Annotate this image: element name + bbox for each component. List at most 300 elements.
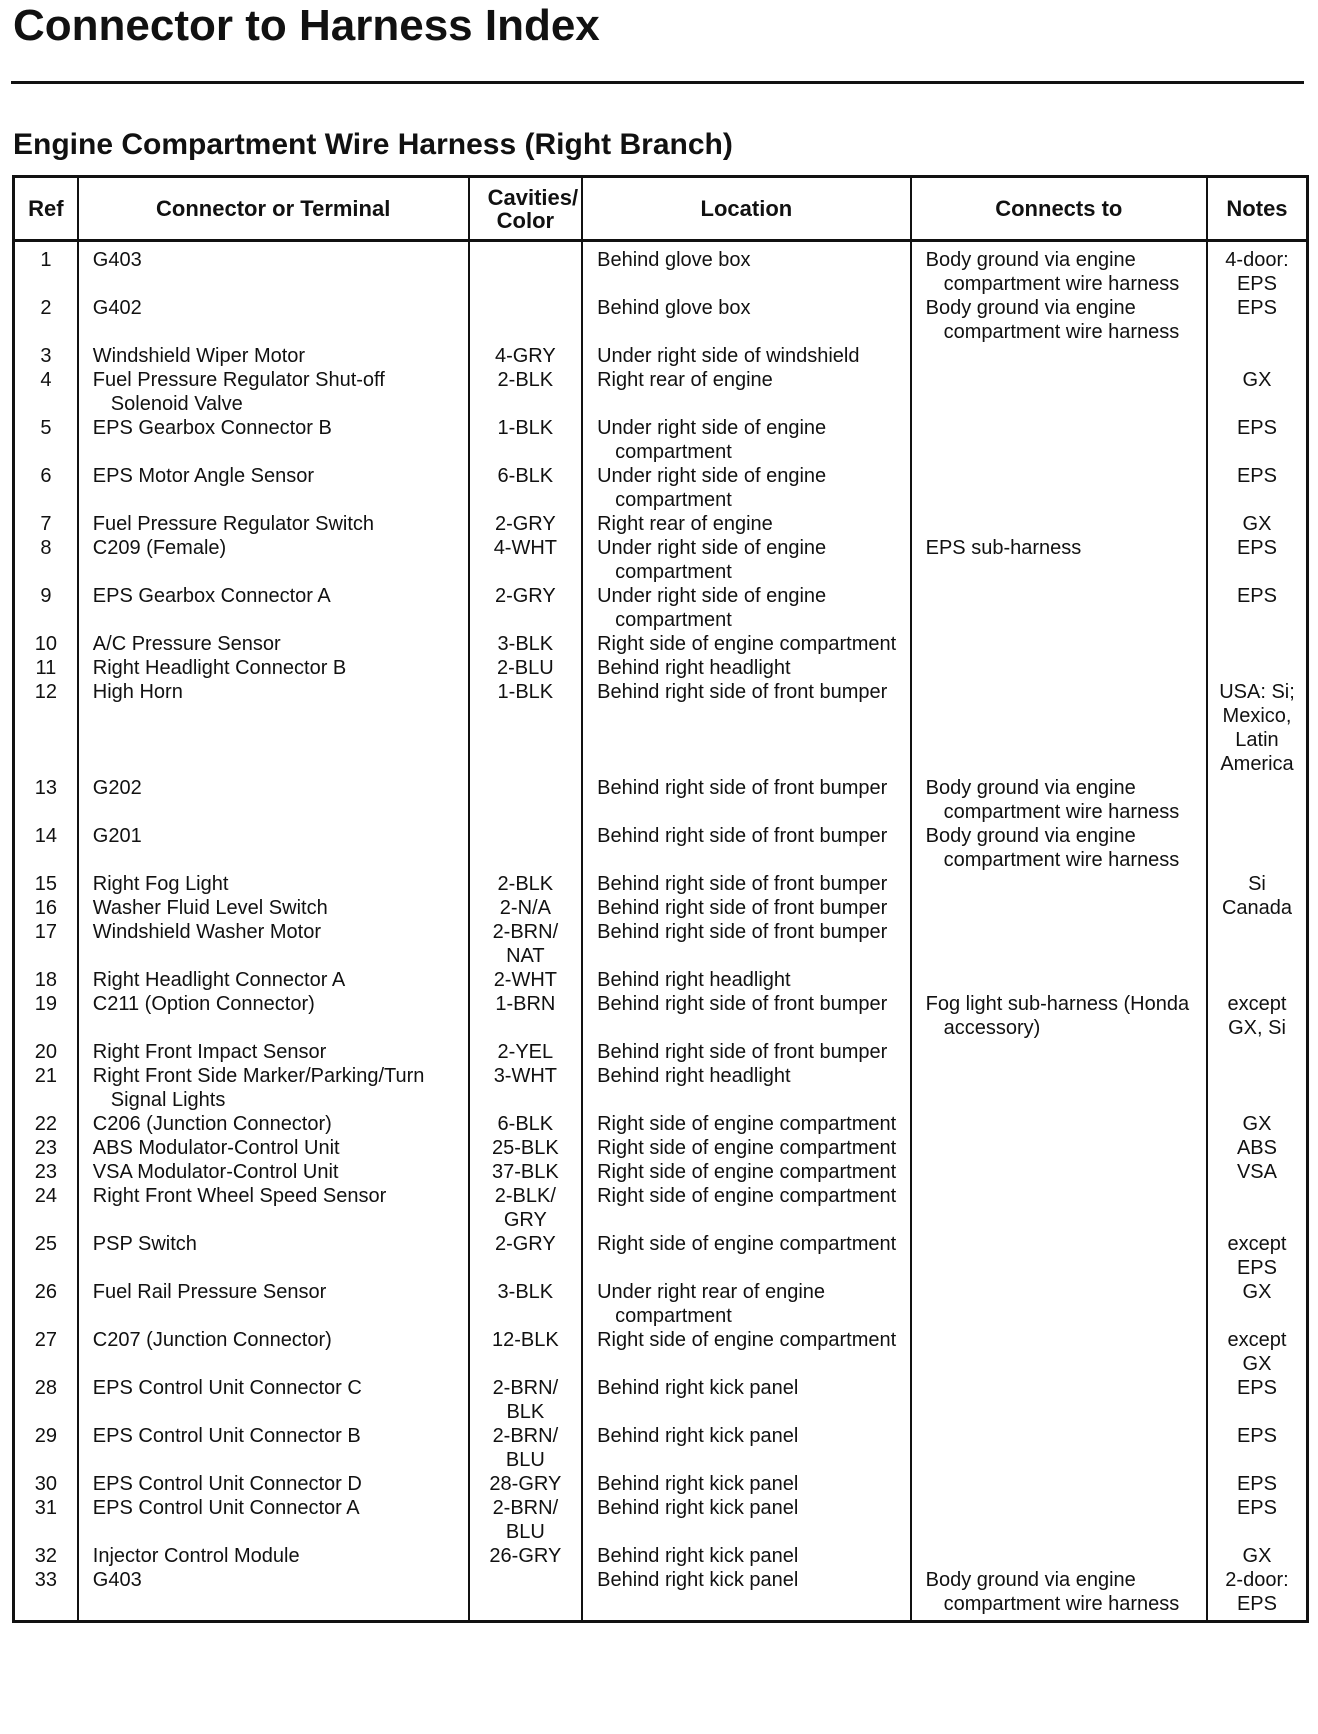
row-location xyxy=(582,992,911,1040)
row-connector-text: EPS Gearbox Connector B xyxy=(92,417,332,439)
row-location-text: Behind right side of front bumper xyxy=(597,1041,888,1063)
row-ref-text: 1 xyxy=(40,249,52,271)
row-notes-text: GX xyxy=(1242,1281,1272,1303)
row-location xyxy=(582,241,911,297)
table-row xyxy=(14,680,1308,776)
row-cavities xyxy=(469,1160,583,1184)
table-row xyxy=(14,1064,1308,1112)
row-location-text: Under right side of engine compartment xyxy=(597,537,827,583)
row-connector xyxy=(78,1496,469,1544)
row-location xyxy=(582,1568,911,1622)
row-ref xyxy=(14,1544,78,1568)
row-ref-text: 32 xyxy=(34,1545,58,1567)
row-connector xyxy=(78,1424,469,1472)
row-connector xyxy=(78,1472,469,1496)
row-connects-to xyxy=(911,1544,1207,1568)
row-ref xyxy=(14,1232,78,1280)
row-cavities-text: 37-BLK xyxy=(491,1161,559,1183)
row-location xyxy=(582,968,911,992)
row-notes xyxy=(1207,368,1308,416)
row-connector xyxy=(78,1184,469,1232)
header-cavities: Cavities/ Color xyxy=(469,177,583,241)
row-connector xyxy=(78,920,469,968)
row-location xyxy=(582,416,911,464)
row-notes xyxy=(1207,1040,1308,1064)
row-location xyxy=(582,368,911,416)
row-notes-text: GX xyxy=(1242,513,1272,535)
row-notes-text: EPS xyxy=(1236,417,1277,439)
row-connector-text: EPS Gearbox Connector A xyxy=(92,585,331,607)
row-cavities xyxy=(469,920,583,968)
row-ref xyxy=(14,241,78,297)
row-cavities-text: 3-WHT xyxy=(493,1065,558,1087)
row-cavities-text: 2-BLU xyxy=(497,657,554,679)
row-connector-text: C211 (Option Connector) xyxy=(92,993,315,1015)
row-connects-to xyxy=(911,920,1207,968)
row-cavities xyxy=(469,1112,583,1136)
page-title: Connector to Harness Index xyxy=(13,1,600,50)
row-connects-to xyxy=(911,656,1207,680)
table-row xyxy=(14,464,1308,512)
row-connector-text: EPS Control Unit Connector B xyxy=(92,1425,361,1447)
row-notes xyxy=(1207,464,1308,512)
table-row xyxy=(14,584,1308,632)
header-row xyxy=(14,177,1308,241)
row-cavities-text: 4-GRY xyxy=(494,345,556,367)
row-ref-text: 3 xyxy=(40,345,52,367)
row-notes-text: EPS xyxy=(1236,537,1277,559)
row-location-text: Right side of engine compartment xyxy=(597,1329,897,1351)
row-location-text: Right side of engine compartment xyxy=(597,1137,897,1159)
row-connector-text: Right Headlight Connector B xyxy=(92,657,347,679)
row-connects-to xyxy=(911,584,1207,632)
table-row xyxy=(14,1160,1308,1184)
row-location-text: Under right rear of engine compartment xyxy=(597,1281,826,1327)
row-ref-text: 28 xyxy=(34,1377,58,1399)
row-location xyxy=(582,1280,911,1328)
row-ref xyxy=(14,464,78,512)
row-ref xyxy=(14,344,78,368)
row-ref-text: 21 xyxy=(34,1065,58,1087)
row-connects-to xyxy=(911,968,1207,992)
row-cavities-text: 2-GRY xyxy=(494,513,556,535)
row-location-text: Behind right kick panel xyxy=(597,1473,799,1495)
row-ref-text: 14 xyxy=(34,825,58,847)
row-cavities-text: 3-BLK xyxy=(497,1281,554,1303)
row-ref-text: 27 xyxy=(34,1329,58,1351)
row-connector-text: EPS Control Unit Connector C xyxy=(92,1377,362,1399)
row-location xyxy=(582,296,911,344)
row-connector xyxy=(78,1568,469,1622)
row-ref-text: 9 xyxy=(40,585,52,607)
row-cavities xyxy=(469,656,583,680)
row-connects-to xyxy=(911,632,1207,656)
row-connector-text: Right Front Side Marker/Parking/Turn Signal Lights xyxy=(92,1065,425,1111)
row-cavities xyxy=(469,512,583,536)
row-ref xyxy=(14,1112,78,1136)
row-connects-to xyxy=(911,872,1207,896)
row-notes xyxy=(1207,1424,1308,1472)
row-connects-to xyxy=(911,1376,1207,1424)
row-location xyxy=(582,1160,911,1184)
row-cavities-text: 25-BLK xyxy=(491,1137,559,1159)
row-connects-to-text: Body ground via engine compartment wire harness xyxy=(925,1569,1180,1615)
table-row xyxy=(14,1184,1308,1232)
row-connector-text: EPS Motor Angle Sensor xyxy=(92,465,315,487)
row-ref xyxy=(14,1184,78,1232)
table-row xyxy=(14,656,1308,680)
row-connects-to xyxy=(911,1184,1207,1232)
table-row xyxy=(14,920,1308,968)
row-notes xyxy=(1207,992,1308,1040)
row-location xyxy=(582,536,911,584)
row-notes-text: except EPS xyxy=(1227,1233,1287,1279)
header-ref: Ref xyxy=(14,177,78,241)
row-ref xyxy=(14,632,78,656)
row-cavities-text: 2-BRN/ NAT xyxy=(492,921,559,967)
row-location-text: Behind right side of front bumper xyxy=(597,897,888,919)
row-location xyxy=(582,1376,911,1424)
row-connects-to xyxy=(911,416,1207,464)
row-cavities xyxy=(469,1568,583,1622)
row-connects-to xyxy=(911,1040,1207,1064)
row-ref xyxy=(14,992,78,1040)
row-connector-text: High Horn xyxy=(92,681,183,703)
row-cavities xyxy=(469,1280,583,1328)
row-connects-to xyxy=(911,368,1207,416)
row-cavities xyxy=(469,536,583,584)
row-notes xyxy=(1207,824,1308,872)
row-location-text: Under right side of windshield xyxy=(597,345,860,367)
row-location-text: Under right side of engine compartment xyxy=(597,465,827,511)
row-notes xyxy=(1207,776,1308,824)
row-ref-text: 2 xyxy=(40,297,52,319)
row-connector xyxy=(78,512,469,536)
row-location xyxy=(582,1136,911,1160)
row-connector xyxy=(78,584,469,632)
row-notes-text: EPS xyxy=(1236,1473,1277,1495)
row-ref-text: 10 xyxy=(34,633,58,655)
table-row xyxy=(14,416,1308,464)
row-notes xyxy=(1207,1280,1308,1328)
row-cavities-text: 26-GRY xyxy=(489,1545,562,1567)
header-location: Location xyxy=(582,177,911,241)
row-location-text: Right side of engine compartment xyxy=(597,1161,897,1183)
row-ref xyxy=(14,536,78,584)
row-ref xyxy=(14,1568,78,1622)
row-connector-text: ABS Modulator-Control Unit xyxy=(92,1137,340,1159)
row-ref-text: 20 xyxy=(34,1041,58,1063)
row-cavities xyxy=(469,1472,583,1496)
row-connector xyxy=(78,1328,469,1376)
table-row xyxy=(14,896,1308,920)
row-ref xyxy=(14,512,78,536)
row-location xyxy=(582,1424,911,1472)
row-notes xyxy=(1207,680,1308,776)
title-divider xyxy=(11,81,1304,84)
row-location-text: Behind right kick panel xyxy=(597,1497,799,1519)
row-cavities-text: 2-WHT xyxy=(493,969,558,991)
row-ref-text: 5 xyxy=(40,417,52,439)
row-notes xyxy=(1207,1328,1308,1376)
row-connects-to xyxy=(911,1328,1207,1376)
table-row xyxy=(14,1472,1308,1496)
row-connector-text: Fuel Rail Pressure Sensor xyxy=(92,1281,327,1303)
row-location-text: Behind right kick panel xyxy=(597,1377,799,1399)
table-row xyxy=(14,968,1308,992)
table-row xyxy=(14,1136,1308,1160)
table-row xyxy=(14,1280,1308,1328)
row-connects-to xyxy=(911,1112,1207,1136)
table-row xyxy=(14,1496,1308,1544)
table-row xyxy=(14,632,1308,656)
row-notes xyxy=(1207,656,1308,680)
row-notes xyxy=(1207,1136,1308,1160)
row-connector xyxy=(78,241,469,297)
row-connects-to xyxy=(911,536,1207,584)
row-cavities xyxy=(469,1040,583,1064)
row-ref xyxy=(14,296,78,344)
row-connector-text: Fuel Pressure Regulator Switch xyxy=(92,513,375,535)
row-ref-text: 4 xyxy=(40,369,52,391)
table-row xyxy=(14,1424,1308,1472)
row-connector xyxy=(78,1160,469,1184)
row-cavities xyxy=(469,1328,583,1376)
row-ref-text: 31 xyxy=(34,1497,58,1519)
row-ref-text: 30 xyxy=(34,1473,58,1495)
row-notes-text: GX xyxy=(1242,1545,1272,1567)
row-cavities xyxy=(469,368,583,416)
row-location xyxy=(582,1472,911,1496)
row-location-text: Right side of engine compartment xyxy=(597,1185,897,1207)
row-ref xyxy=(14,776,78,824)
row-connects-to-text: EPS sub-harness xyxy=(925,537,1082,559)
row-location xyxy=(582,776,911,824)
row-ref xyxy=(14,1424,78,1472)
row-location-text: Behind glove box xyxy=(597,297,751,319)
row-connector xyxy=(78,656,469,680)
row-connector xyxy=(78,1136,469,1160)
row-connector-text: Injector Control Module xyxy=(92,1545,300,1567)
row-connector-text: Windshield Wiper Motor xyxy=(92,345,306,367)
row-notes xyxy=(1207,968,1308,992)
row-notes-text: 4-door: EPS xyxy=(1225,249,1289,295)
row-connects-to xyxy=(911,1136,1207,1160)
row-location xyxy=(582,872,911,896)
row-cavities xyxy=(469,632,583,656)
row-cavities xyxy=(469,416,583,464)
row-cavities xyxy=(469,464,583,512)
row-connects-to-text: Body ground via engine compartment wire harness xyxy=(925,297,1180,343)
table-row xyxy=(14,1328,1308,1376)
row-ref xyxy=(14,1496,78,1544)
row-connector xyxy=(78,536,469,584)
row-cavities xyxy=(469,680,583,776)
row-notes-text: Si xyxy=(1248,873,1266,895)
row-connects-to xyxy=(911,1280,1207,1328)
row-connector xyxy=(78,1040,469,1064)
row-notes xyxy=(1207,512,1308,536)
row-cavities xyxy=(469,1376,583,1424)
row-connects-to-text: Body ground via engine compartment wire harness xyxy=(925,249,1180,295)
row-connector-text: G402 xyxy=(92,297,142,319)
row-location-text: Behind right side of front bumper xyxy=(597,921,888,943)
row-cavities xyxy=(469,1496,583,1544)
row-cavities-text: 4-WHT xyxy=(493,537,558,559)
row-location xyxy=(582,896,911,920)
row-cavities-text: 2-BRN/ BLU xyxy=(492,1425,559,1471)
row-cavities-text: 2-BRN/ BLU xyxy=(492,1497,559,1543)
row-cavities xyxy=(469,824,583,872)
row-ref xyxy=(14,1040,78,1064)
row-notes-text: EPS xyxy=(1236,585,1277,607)
row-location xyxy=(582,1040,911,1064)
row-ref-text: 25 xyxy=(34,1233,58,1255)
row-notes-text: USA: Si; Mexico, Latin America xyxy=(1219,681,1295,775)
row-connector-text: Right Fog Light xyxy=(92,873,229,895)
row-notes-text: 2-door: EPS xyxy=(1225,1569,1289,1615)
row-location-text: Right side of engine compartment xyxy=(597,1113,897,1135)
row-connector-text: Right Headlight Connector A xyxy=(92,969,346,991)
row-ref xyxy=(14,416,78,464)
row-connects-to xyxy=(911,296,1207,344)
row-connector-text: G201 xyxy=(92,825,142,847)
row-ref xyxy=(14,968,78,992)
row-cavities-text: 2-GRY xyxy=(494,585,556,607)
row-location-text: Behind right side of front bumper xyxy=(597,681,888,703)
row-cavities-text: 2-YEL xyxy=(497,1041,554,1063)
connector-index-table xyxy=(12,175,1309,1623)
row-location xyxy=(582,1496,911,1544)
row-notes xyxy=(1207,1496,1308,1544)
row-connects-to-text: Body ground via engine compartment wire harness xyxy=(925,825,1180,871)
row-connector-text: Windshield Washer Motor xyxy=(92,921,322,943)
row-connects-to xyxy=(911,1496,1207,1544)
row-cavities-text: 2-BLK xyxy=(497,873,554,895)
row-location-text: Behind right side of front bumper xyxy=(597,993,888,1015)
row-connects-to xyxy=(911,512,1207,536)
row-ref-text: 15 xyxy=(34,873,58,895)
row-connector-text: EPS Control Unit Connector D xyxy=(92,1473,362,1495)
row-connector-text: Fuel Pressure Regulator Shut-off Solenoid Valve xyxy=(92,369,385,415)
row-cavities xyxy=(469,1232,583,1280)
row-location-text: Behind right kick panel xyxy=(597,1569,799,1591)
row-ref xyxy=(14,1136,78,1160)
row-cavities-text: 6-BLK xyxy=(497,1113,554,1135)
row-ref xyxy=(14,1160,78,1184)
row-location-text: Behind right side of front bumper xyxy=(597,873,888,895)
row-notes xyxy=(1207,344,1308,368)
row-connects-to xyxy=(911,776,1207,824)
row-location-text: Behind right kick panel xyxy=(597,1545,799,1567)
row-notes xyxy=(1207,536,1308,584)
row-location xyxy=(582,1064,911,1112)
row-connects-to xyxy=(911,896,1207,920)
row-connector-text: Washer Fluid Level Switch xyxy=(92,897,328,919)
header-connects-to: Connects to xyxy=(911,177,1207,241)
row-ref-text: 22 xyxy=(34,1113,58,1135)
row-notes-text: except GX xyxy=(1227,1329,1287,1375)
row-location-text: Right side of engine compartment xyxy=(597,633,897,655)
row-connector xyxy=(78,872,469,896)
table-row xyxy=(14,776,1308,824)
row-ref xyxy=(14,680,78,776)
row-cavities-text: 1-BLK xyxy=(497,417,554,439)
row-connects-to xyxy=(911,992,1207,1040)
row-cavities-text: 12-BLK xyxy=(491,1329,559,1351)
row-ref-text: 23 xyxy=(34,1161,58,1183)
table-row xyxy=(14,1544,1308,1568)
row-location-text: Right rear of engine xyxy=(597,513,773,535)
header-notes: Notes xyxy=(1207,177,1308,241)
row-ref-text: 19 xyxy=(34,993,58,1015)
table-row xyxy=(14,992,1308,1040)
row-connector xyxy=(78,1280,469,1328)
row-location xyxy=(582,344,911,368)
row-connector-text: Right Front Impact Sensor xyxy=(92,1041,327,1063)
row-ref xyxy=(14,1472,78,1496)
row-location xyxy=(582,824,911,872)
row-cavities-text: 2-GRY xyxy=(494,1233,556,1255)
row-location-text: Behind right headlight xyxy=(597,969,791,991)
row-connector xyxy=(78,824,469,872)
row-ref-text: 18 xyxy=(34,969,58,991)
row-ref-text: 11 xyxy=(35,657,57,679)
row-ref xyxy=(14,824,78,872)
row-cavities xyxy=(469,968,583,992)
row-location-text: Behind right side of front bumper xyxy=(597,777,888,799)
row-cavities-text: 3-BLK xyxy=(497,633,554,655)
row-notes-text: Canada xyxy=(1221,897,1293,919)
row-ref xyxy=(14,1328,78,1376)
table-row xyxy=(14,1376,1308,1424)
row-connects-to-text: Body ground via engine compartment wire harness xyxy=(925,777,1180,823)
row-connector xyxy=(78,992,469,1040)
row-location-text: Right rear of engine xyxy=(597,369,773,391)
row-ref-text: 17 xyxy=(34,921,58,943)
row-location-text: Right side of engine compartment xyxy=(597,1233,897,1255)
row-connector-text: EPS Control Unit Connector A xyxy=(92,1497,360,1519)
row-notes-text: EPS xyxy=(1236,1377,1277,1399)
row-connector xyxy=(78,344,469,368)
row-ref xyxy=(14,896,78,920)
row-cavities xyxy=(469,344,583,368)
row-notes xyxy=(1207,296,1308,344)
row-connector xyxy=(78,776,469,824)
row-connector-text: A/C Pressure Sensor xyxy=(92,633,281,655)
table-row xyxy=(14,1568,1308,1622)
row-notes xyxy=(1207,1376,1308,1424)
row-connector-text: G403 xyxy=(92,249,142,271)
row-location xyxy=(582,920,911,968)
row-connects-to xyxy=(911,1472,1207,1496)
row-connects-to xyxy=(911,464,1207,512)
row-notes xyxy=(1207,872,1308,896)
row-notes xyxy=(1207,1232,1308,1280)
row-ref-text: 23 xyxy=(34,1137,58,1159)
row-ref-text: 7 xyxy=(40,513,52,535)
row-cavities-text: 6-BLK xyxy=(497,465,554,487)
row-connector-text: C207 (Junction Connector) xyxy=(92,1329,332,1351)
row-connector xyxy=(78,368,469,416)
row-location-text: Behind right headlight xyxy=(597,1065,791,1087)
row-connector xyxy=(78,1112,469,1136)
row-notes xyxy=(1207,1184,1308,1232)
row-ref xyxy=(14,920,78,968)
row-ref-text: 24 xyxy=(34,1185,58,1207)
row-notes xyxy=(1207,1568,1308,1622)
row-connector-text: C209 (Female) xyxy=(92,537,227,559)
